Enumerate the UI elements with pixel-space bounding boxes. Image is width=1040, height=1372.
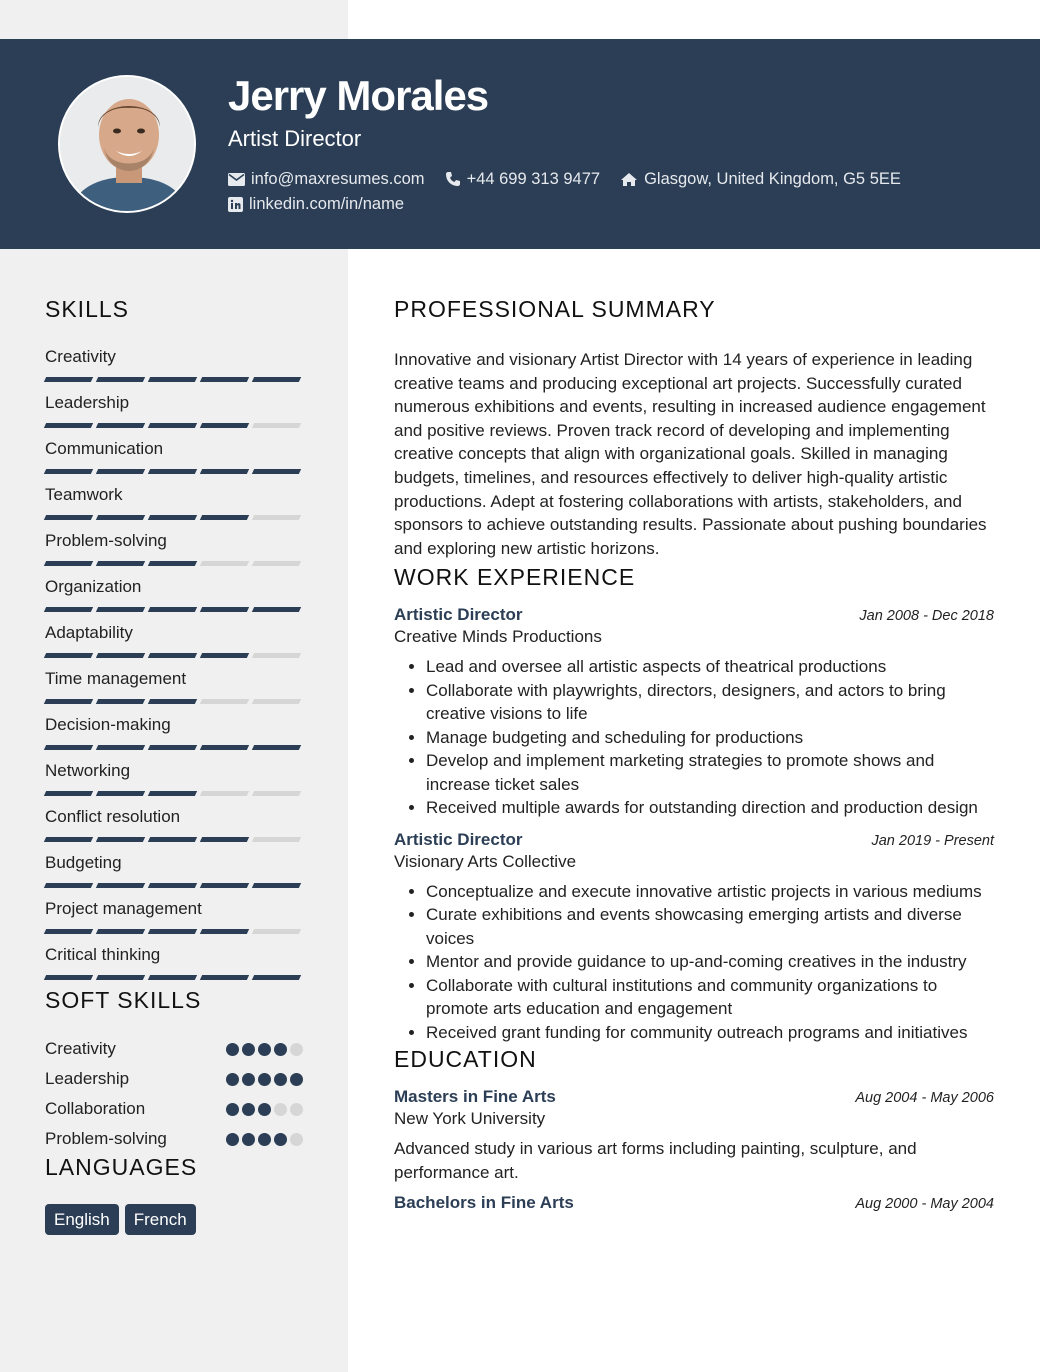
job-date: Jan 2008 - Dec 2018: [859, 608, 994, 625]
skill-level-segment: [148, 653, 197, 658]
skill-level-bar: [45, 975, 303, 980]
skill-level-segment: [148, 745, 197, 750]
soft-skill-item: [45, 1094, 303, 1124]
skill-level-segment: [96, 377, 145, 382]
job-bullet: • Develop and implement marketing strategies to promote shows and increase ticket sales: [426, 749, 994, 796]
job-bullet: • Mentor and provide guidance to up-and-coming creatives in the industry: [426, 950, 994, 974]
rating-dot: [290, 1043, 303, 1056]
skill-level-segment: [200, 883, 249, 888]
skill-level-bar: [45, 423, 303, 428]
education-header: [394, 1193, 994, 1213]
skill-name: Decision-making: [45, 715, 171, 734]
skill-level-bar: [45, 791, 303, 796]
skill-level-segment: [44, 745, 93, 750]
job-title: Artistic Director: [394, 829, 523, 849]
skill-item: [45, 484, 303, 520]
skill-level-segment: [200, 837, 249, 842]
skills-title: SKILLS: [45, 296, 129, 322]
skill-name: Communication: [45, 439, 164, 458]
skill-name: Organization: [45, 577, 142, 596]
job-entry: [394, 830, 994, 1045]
degree-name: Masters in Fine Arts: [394, 1087, 556, 1107]
skill-level-segment: [252, 883, 301, 888]
skill-level-segment: [252, 607, 301, 612]
skill-level-segment: [252, 515, 301, 520]
skill-name: Networking: [45, 761, 131, 780]
skill-level-segment: [200, 469, 249, 474]
skill-name: Conflict resolution: [45, 807, 181, 826]
rating-dot: [242, 1073, 255, 1086]
job-bullets: [426, 655, 994, 820]
skill-item: [45, 714, 303, 750]
education-entry: [394, 1087, 994, 1185]
candidate-role: Artist Director: [228, 126, 362, 151]
linkedin-icon: [228, 197, 243, 212]
skill-item: [45, 668, 303, 704]
summary-text: Innovative and visionary Artist Director with 14 years of experience in leading creative teams and producing exceptional art projects. Successfully curated numerous exhibitions and events, resulting in increased audience engagement and positive reviews. Proven track record of developing and implementing creative concepts that align with organizational goals. Skilled in managing budgets, timelines, and resources effectively to deliver high-quality artistic productions. Adept at fostering collaborations with artists, stakeholders, and sponsors to achieve outstanding results. Passionate about pushing boundaries and exploring new artistic horizons.: [394, 350, 987, 558]
skill-level-segment: [200, 653, 249, 658]
skill-level-segment: [148, 791, 197, 796]
job-entry: [394, 605, 994, 820]
job-title: Artistic Director: [394, 605, 523, 625]
skill-level-segment: [200, 745, 249, 750]
skill-level-segment: [44, 975, 93, 980]
skill-level-segment: [44, 469, 93, 474]
rating-dot: [290, 1103, 303, 1116]
skill-level-bar: [45, 883, 303, 888]
skill-name: Teamwork: [45, 485, 123, 504]
skill-level-segment: [148, 377, 197, 382]
job-bullet: • Manage budgeting and scheduling for productions: [426, 726, 994, 750]
school-name: New York University: [394, 1109, 546, 1129]
education-entry: [394, 1193, 994, 1213]
skill-level-segment: [200, 377, 249, 382]
skill-level-segment: [148, 929, 197, 934]
job-bullet: • Conceptualize and execute innovative artistic projects in various mediums: [426, 880, 994, 904]
skill-level-segment: [96, 561, 145, 566]
skill-level-segment: [96, 423, 145, 428]
skill-level-segment: [96, 699, 145, 704]
location-contact: [620, 170, 901, 189]
skill-level-segment: [252, 745, 301, 750]
experience-list: [394, 605, 994, 1044]
skill-level-bar: [45, 699, 303, 704]
job-header: [394, 605, 994, 625]
skill-level-segment: [252, 469, 301, 474]
rating-dot: [258, 1073, 271, 1086]
soft-skill-name: Collaboration: [45, 1099, 146, 1118]
skill-level-segment: [148, 607, 197, 612]
skill-level-segment: [96, 975, 145, 980]
rating-dot: [274, 1043, 287, 1056]
skill-name: Budgeting: [45, 853, 122, 872]
skill-level-segment: [200, 791, 249, 796]
skill-level-segment: [44, 423, 93, 428]
company-name: Visionary Arts Collective: [394, 851, 577, 871]
phone-icon: [445, 171, 461, 187]
skill-level-segment: [44, 791, 93, 796]
skill-level-segment: [44, 837, 93, 842]
skill-level-segment: [96, 837, 145, 842]
rating-dot: [258, 1133, 271, 1146]
languages-title: LANGUAGES: [45, 1154, 198, 1180]
rating-dot: [226, 1103, 239, 1116]
soft-skill-rating: [226, 1073, 303, 1086]
job-bullet: • Lead and oversee all artistic aspects of theatrical productions: [426, 655, 994, 679]
skill-level-segment: [148, 561, 197, 566]
skill-level-bar: [45, 515, 303, 520]
skill-level-bar: [45, 377, 303, 382]
degree-name: Bachelors in Fine Arts: [394, 1193, 574, 1213]
candidate-name: Jerry Morales: [228, 72, 489, 119]
skill-level-segment: [96, 607, 145, 612]
skill-level-segment: [252, 377, 301, 382]
rating-dot: [274, 1073, 287, 1086]
skill-level-segment: [44, 561, 93, 566]
skill-level-segment: [200, 515, 249, 520]
skill-level-bar: [45, 837, 303, 842]
skills-list: [45, 346, 303, 980]
location-text: Glasgow, United Kingdom, G5 5EE: [644, 169, 901, 188]
skill-item: [45, 898, 303, 934]
skill-item: [45, 530, 303, 566]
skill-item: [45, 438, 303, 474]
skill-level-segment: [200, 699, 249, 704]
home-icon: [620, 172, 638, 187]
email-contact[interactable]: [228, 170, 425, 189]
skill-item: [45, 622, 303, 658]
skill-name: Problem-solving: [45, 531, 167, 550]
linkedin-text: linkedin.com/in/name: [249, 194, 404, 213]
skill-level-bar: [45, 745, 303, 750]
skill-level-segment: [96, 515, 145, 520]
skill-item: [45, 944, 303, 980]
skill-level-segment: [252, 929, 301, 934]
skill-level-segment: [148, 883, 197, 888]
rating-dot: [242, 1103, 255, 1116]
skill-level-segment: [200, 423, 249, 428]
soft-skill-name: Creativity: [45, 1039, 116, 1058]
soft-skill-rating: [226, 1133, 303, 1146]
company-name: Creative Minds Productions: [394, 627, 602, 647]
skill-level-segment: [252, 791, 301, 796]
skill-level-segment: [252, 423, 301, 428]
skill-level-segment: [96, 653, 145, 658]
skill-level-segment: [96, 469, 145, 474]
email-text: info@maxresumes.com: [251, 169, 425, 188]
skill-item: [45, 392, 303, 428]
phone-contact[interactable]: [445, 170, 601, 189]
language-badge: French: [125, 1204, 196, 1235]
rating-dot: [274, 1103, 287, 1116]
soft-skills-list: [45, 1034, 303, 1154]
skill-name: Leadership: [45, 393, 130, 412]
experience-title: WORK EXPERIENCE: [394, 564, 636, 591]
skill-name: Critical thinking: [45, 945, 161, 964]
right-column: [394, 294, 994, 1213]
skill-level-bar: [45, 653, 303, 658]
skill-name: Time management: [45, 669, 187, 688]
skill-level-segment: [148, 423, 197, 428]
linkedin-contact[interactable]: [228, 195, 404, 214]
skill-name: Project management: [45, 899, 202, 918]
soft-skills-title: SOFT SKILLS: [45, 987, 202, 1013]
job-bullets: [426, 880, 994, 1045]
skill-level-segment: [148, 515, 197, 520]
phone-text: +44 699 313 9477: [466, 169, 601, 188]
skill-level-segment: [200, 561, 249, 566]
skill-level-segment: [96, 929, 145, 934]
skill-level-segment: [44, 883, 93, 888]
rating-dot: [290, 1133, 303, 1146]
summary-title: PROFESSIONAL SUMMARY: [394, 296, 716, 322]
education-date: Aug 2004 - May 2006: [855, 1090, 994, 1107]
language-badge: English: [45, 1204, 119, 1235]
rating-dot: [274, 1133, 287, 1146]
rating-dot: [290, 1073, 303, 1086]
rating-dot: [242, 1133, 255, 1146]
soft-skill-item: [45, 1124, 303, 1154]
skill-level-bar: [45, 469, 303, 474]
skill-level-segment: [252, 653, 301, 658]
avatar: [58, 75, 196, 213]
skill-level-bar: [45, 561, 303, 566]
skill-level-segment: [44, 607, 93, 612]
job-date: Jan 2019 - Present: [871, 832, 994, 849]
skill-level-segment: [44, 699, 93, 704]
skill-level-segment: [44, 929, 93, 934]
skill-level-segment: [252, 699, 301, 704]
envelope-icon: [228, 173, 245, 186]
job-bullet: • Collaborate with playwrights, directors, designers, and actors to bring creative visions to life: [426, 679, 994, 726]
education-title: EDUCATION: [394, 1046, 537, 1073]
education-list: [394, 1087, 994, 1213]
skill-level-segment: [200, 929, 249, 934]
skill-level-segment: [44, 515, 93, 520]
languages-list: [45, 1204, 303, 1235]
education-date: Aug 2000 - May 2004: [855, 1196, 994, 1213]
soft-skill-name: Problem-solving: [45, 1129, 167, 1148]
skill-level-segment: [96, 745, 145, 750]
job-bullet: • Received multiple awards for outstanding direction and production design: [426, 796, 994, 820]
skill-level-segment: [252, 975, 301, 980]
rating-dot: [258, 1043, 271, 1056]
rating-dot: [242, 1043, 255, 1056]
rating-dot: [226, 1043, 239, 1056]
skill-level-segment: [252, 837, 301, 842]
soft-skill-name: Leadership: [45, 1069, 130, 1088]
left-column: [45, 294, 303, 1235]
skill-level-segment: [148, 837, 197, 842]
skill-item: [45, 576, 303, 612]
rating-dot: [226, 1073, 239, 1086]
skill-level-segment: [200, 607, 249, 612]
resume-header: [0, 39, 1040, 249]
skill-level-segment: [96, 883, 145, 888]
skill-level-segment: [200, 975, 249, 980]
skill-level-segment: [96, 791, 145, 796]
soft-skill-item: [45, 1064, 303, 1094]
skill-item: [45, 806, 303, 842]
rating-dot: [226, 1133, 239, 1146]
education-description: Advanced study in various art forms including painting, sculpture, and performance art.: [394, 1139, 917, 1183]
skill-item: [45, 760, 303, 796]
skill-level-bar: [45, 929, 303, 934]
soft-skill-rating: [226, 1043, 303, 1056]
soft-skill-item: [45, 1034, 303, 1064]
rating-dot: [258, 1103, 271, 1116]
soft-skill-rating: [226, 1103, 303, 1116]
skill-level-segment: [44, 653, 93, 658]
skill-level-segment: [252, 561, 301, 566]
skill-item: [45, 346, 303, 382]
skill-level-segment: [148, 699, 197, 704]
skill-level-segment: [148, 975, 197, 980]
skill-item: [45, 852, 303, 888]
skill-name: Creativity: [45, 347, 116, 366]
job-bullet: • Curate exhibitions and events showcasing emerging artists and diverse voices: [426, 903, 994, 950]
education-header: [394, 1087, 994, 1107]
job-bullet: • Received grant funding for community outreach programs and initiatives: [426, 1021, 994, 1045]
job-bullet: • Collaborate with cultural institutions and community organizations to promote arts education and engagement: [426, 974, 994, 1021]
skill-level-segment: [148, 469, 197, 474]
contact-info: [228, 167, 921, 217]
skill-level-segment: [44, 377, 93, 382]
skill-name: Adaptability: [45, 623, 133, 642]
job-header: [394, 830, 994, 850]
skill-level-bar: [45, 607, 303, 612]
